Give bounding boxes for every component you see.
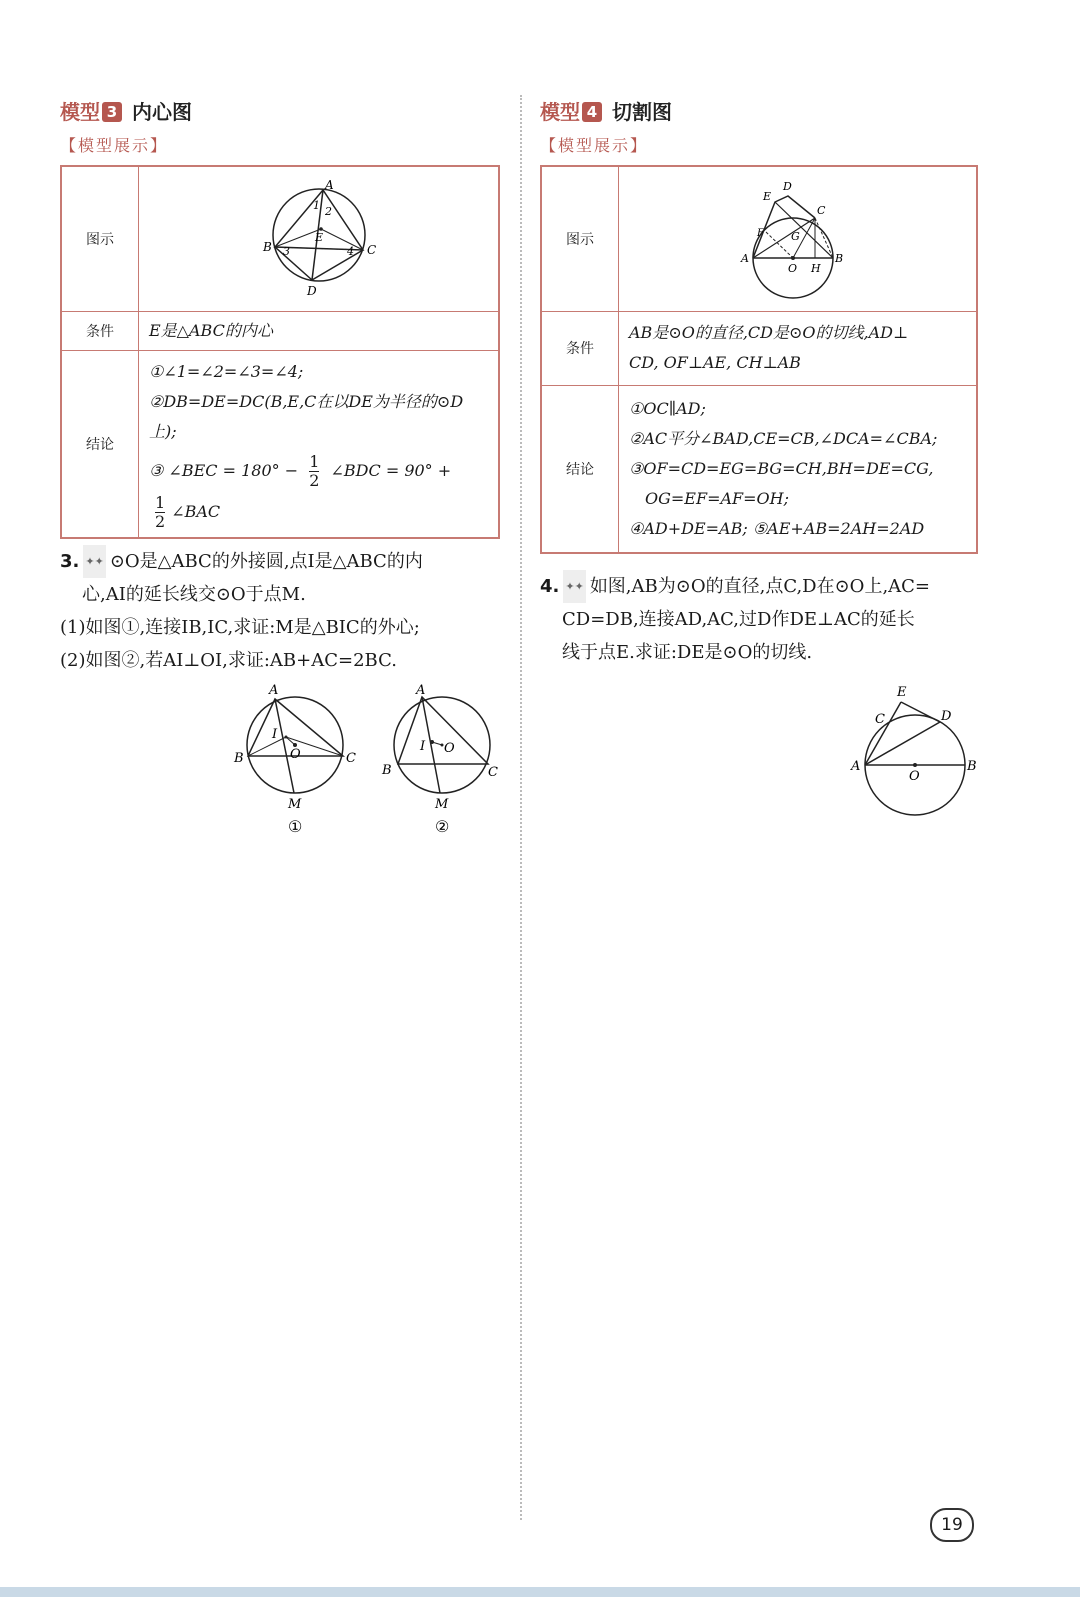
model-3-figure-cell bbox=[139, 166, 500, 311]
question-3-part-2: (2)如图②,若AI⊥OI,求证:AB+AC=2BC. bbox=[60, 650, 397, 671]
fig-label-E: E bbox=[897, 685, 907, 700]
conclusion-cell bbox=[139, 350, 500, 538]
fig-label-C: C bbox=[875, 712, 885, 727]
fig1-label-A: A bbox=[269, 683, 279, 698]
label-B: B bbox=[262, 239, 272, 254]
fig2-label-B: B bbox=[382, 763, 392, 778]
question-3-figures bbox=[230, 680, 510, 840]
model-4-table bbox=[540, 165, 978, 554]
row-conclusion-header: 结论 bbox=[541, 385, 619, 553]
label-G: G bbox=[790, 230, 800, 244]
question-3-part-1: (1)如图①,连接IB,IC,求证:M是△BIC的外心; bbox=[60, 617, 420, 638]
fig2-label-C: C bbox=[488, 765, 498, 780]
fig1-label-B: B bbox=[234, 751, 244, 766]
difficulty-icon: ✦✦ bbox=[563, 570, 585, 603]
fig-label-A: A bbox=[851, 759, 861, 774]
label-E: E bbox=[314, 230, 323, 244]
model-3-heading bbox=[60, 96, 192, 125]
condition-line-1: AB是⊙O的直径,CD是⊙O的切线,AD⊥ bbox=[629, 323, 909, 342]
label-F: F bbox=[756, 228, 764, 240]
angle-4: 4 bbox=[346, 244, 354, 258]
model-number-badge: 4 bbox=[582, 102, 602, 122]
row-figure-header: 图示 bbox=[61, 166, 139, 311]
angle-1: 1 bbox=[312, 198, 320, 212]
fig2-label-I: I bbox=[420, 739, 426, 754]
angle-2: 2 bbox=[324, 204, 332, 218]
row-condition-header: 条件 bbox=[61, 311, 139, 350]
fig1-label-O: O bbox=[290, 747, 301, 762]
conclusion-2: ②AC平分∠BAD,CE=CB,∠DCA=∠CBA; bbox=[629, 428, 938, 448]
conclusion-1: ①∠1=∠2=∠3=∠4; bbox=[149, 361, 304, 381]
angle-3: 3 bbox=[282, 244, 290, 258]
question-number: 4. bbox=[540, 576, 560, 597]
model-label: 模型 bbox=[60, 100, 100, 124]
difficulty-icon: ✦✦ bbox=[83, 545, 105, 578]
condition-cell bbox=[619, 311, 978, 385]
conclusion-3-part-a: ③ ∠BEC = 180° − bbox=[149, 460, 299, 480]
fig-label-B: B bbox=[967, 759, 977, 774]
label-A: A bbox=[324, 177, 334, 192]
fig2-label-O: O bbox=[444, 741, 455, 756]
question-4 bbox=[540, 570, 980, 669]
row-conclusion-header: 结论 bbox=[61, 350, 139, 538]
model-show-label: 【模型展示】 bbox=[540, 136, 649, 155]
model-title: 内心图 bbox=[132, 100, 192, 124]
fig1-label-C: C bbox=[346, 751, 356, 766]
model-3-table bbox=[60, 165, 500, 539]
conclusion-3: ③OF=CD=EG=BG=CH,BH=DE=CG, bbox=[629, 458, 934, 478]
condition-line-2: CD, OF⊥AE, CH⊥AB bbox=[629, 353, 801, 372]
model-label: 模型 bbox=[540, 100, 580, 124]
model-show-label: 【模型展示】 bbox=[60, 136, 169, 155]
label-B: B bbox=[834, 252, 843, 266]
fig-label-D: D bbox=[941, 709, 952, 724]
question-4-line-1: 如图,AB为⊙O的直径,点C,D在⊙O上,AC= bbox=[589, 576, 931, 597]
tangent-figure bbox=[733, 174, 863, 299]
label-D: D bbox=[306, 283, 317, 297]
question-3-line-1: ⊙O是△ABC的外接圆,点I是△ABC的内 bbox=[109, 551, 423, 572]
question-number: 3. bbox=[60, 551, 80, 572]
incircle-figure bbox=[249, 177, 389, 297]
conclusion-2: ②DB=DE=DC(B,E,C在以DE为半径的⊙D上); bbox=[149, 391, 464, 441]
fig2-label-A: A bbox=[416, 683, 426, 698]
conclusion-3 bbox=[149, 453, 488, 490]
question-4-figure bbox=[845, 680, 980, 820]
fig2-label-M: M bbox=[435, 797, 449, 812]
label-C: C bbox=[366, 242, 376, 257]
question-4-line-2: CD=DB,连接AD,AC,过D作DE⊥AC的延长 bbox=[562, 609, 915, 630]
condition-text: E是△ABC的内心 bbox=[139, 311, 500, 350]
row-condition-header: 条件 bbox=[541, 311, 619, 385]
label-E: E bbox=[762, 190, 771, 204]
row-figure-header: 图示 bbox=[541, 166, 619, 311]
fig1-label-M: M bbox=[288, 797, 302, 812]
conclusion-3-tail bbox=[149, 494, 488, 531]
model-4-figure-cell bbox=[619, 166, 978, 311]
fraction-half-2: $\frac{1}{2}$ bbox=[155, 492, 166, 531]
column-divider bbox=[520, 95, 522, 1520]
fig2-caption: ② bbox=[435, 817, 450, 836]
fig1-label-I: I bbox=[272, 727, 278, 742]
model-title: 切割图 bbox=[612, 100, 672, 124]
question-3 bbox=[60, 545, 500, 677]
bottom-edge-strip bbox=[0, 1587, 1080, 1597]
fraction-half: $\frac{1}{2}$ bbox=[309, 451, 320, 490]
conclusion-3b: OG=EF=AF=OH; bbox=[645, 488, 790, 508]
conclusion-3-part-c: ∠BAC bbox=[171, 501, 221, 521]
page-number: 19 bbox=[930, 1508, 974, 1542]
conclusion-cell bbox=[619, 385, 978, 553]
label-C: C bbox=[816, 204, 825, 218]
fig1-caption: ① bbox=[288, 817, 303, 836]
conclusion-1: ①OC∥AD; bbox=[629, 398, 706, 418]
label-O: O bbox=[787, 262, 797, 276]
question-4-line-3: 线于点E.求证:DE是⊙O的切线. bbox=[562, 642, 813, 663]
fig-label-O: O bbox=[909, 769, 920, 784]
conclusion-3-part-b: ∠BDC = 90° + bbox=[330, 460, 452, 480]
label-H: H bbox=[810, 262, 821, 276]
model-number-badge: 3 bbox=[102, 102, 122, 122]
question-3-line-2: 心,AI的延长线交⊙O于点M. bbox=[82, 584, 306, 605]
model-4-heading bbox=[540, 96, 672, 125]
conclusion-4: ④AD+DE=AB; ⑤AE+AB=2AH=2AD bbox=[629, 518, 925, 538]
label-D: D bbox=[782, 180, 792, 194]
label-A: A bbox=[740, 252, 749, 266]
